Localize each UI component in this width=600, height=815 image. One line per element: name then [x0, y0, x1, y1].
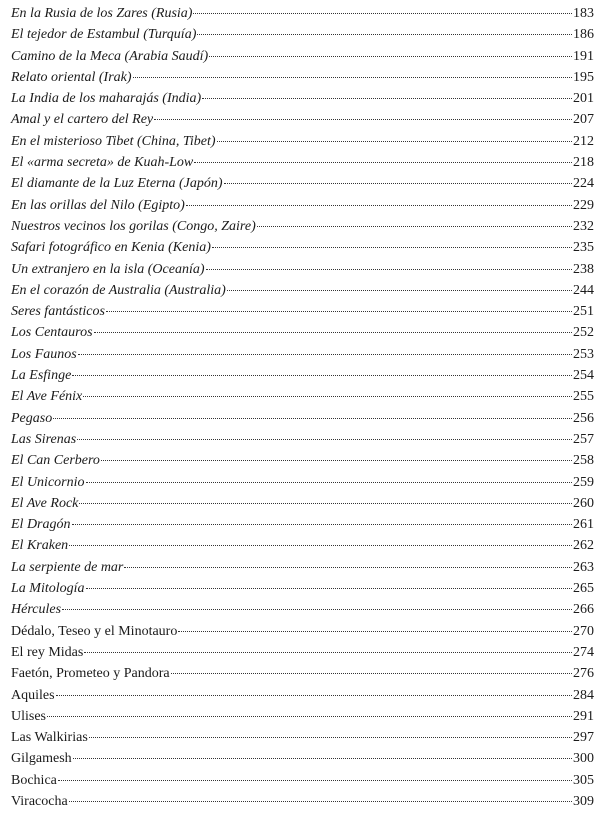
toc-entry-page-number: 309	[573, 793, 594, 809]
toc-entry-title: El «arma secreta» de Kuah-Low	[11, 155, 194, 171]
toc-entry-title: Aquiles	[11, 687, 55, 703]
dot-leader	[73, 758, 572, 759]
dot-leader	[209, 56, 572, 57]
dot-leader	[58, 780, 572, 781]
dot-leader	[193, 13, 572, 14]
toc-entry	[11, 688, 594, 709]
dot-leader	[257, 226, 572, 227]
toc-entry-title: El rey Midas	[11, 644, 84, 660]
toc-entry-title: Viracocha	[11, 793, 68, 809]
dot-leader	[78, 354, 572, 355]
dot-leader	[194, 162, 572, 163]
dot-leader	[69, 801, 572, 802]
dot-leader	[227, 290, 572, 291]
toc-entry-title: Los Centauros	[11, 325, 93, 341]
toc-entry-page-number: 261	[573, 517, 594, 533]
dot-leader	[106, 311, 572, 312]
dot-leader	[62, 609, 572, 610]
toc-entry-title: El Ave Fénix	[11, 389, 83, 405]
toc-entry-title: La Esfinge	[11, 368, 72, 384]
toc-entry-page-number: 207	[573, 112, 594, 128]
toc-entry-page-number: 284	[573, 687, 594, 703]
dot-leader	[124, 567, 572, 568]
toc-entry	[11, 794, 594, 815]
toc-entry	[11, 283, 594, 304]
dot-leader	[212, 247, 572, 248]
toc-entry-page-number: 195	[573, 69, 594, 85]
dot-leader	[197, 34, 572, 35]
toc-entry	[11, 6, 594, 27]
toc-entry	[11, 411, 594, 432]
dot-leader	[94, 332, 572, 333]
toc-entry	[11, 91, 594, 112]
toc-entry-page-number: 266	[573, 602, 594, 618]
dot-leader	[77, 439, 572, 440]
dot-leader	[178, 631, 572, 632]
toc-entry-title: Las Walkirias	[11, 730, 88, 746]
toc-entry	[11, 709, 594, 730]
toc-entry	[11, 304, 594, 325]
toc-entry-title: Las Sirenas	[11, 431, 77, 447]
toc-entry-page-number: 291	[573, 708, 594, 724]
toc-entry-page-number: 262	[573, 538, 594, 554]
toc-entry	[11, 155, 594, 176]
toc-entry-title: La Mitología	[11, 581, 85, 597]
toc-entry-page-number: 254	[573, 368, 594, 384]
toc-entry-page-number: 253	[573, 346, 594, 362]
toc-entry	[11, 538, 594, 559]
toc-entry-page-number: 274	[573, 644, 594, 660]
toc-entry-page-number: 305	[573, 772, 594, 788]
toc-entry-page-number: 235	[573, 240, 594, 256]
toc-entry	[11, 389, 594, 410]
toc-entry-page-number: 255	[573, 389, 594, 405]
toc-entry-title: La serpiente de mar	[11, 559, 124, 575]
toc-entry	[11, 176, 594, 197]
toc-entry-page-number: 276	[573, 666, 594, 682]
toc-entry	[11, 517, 594, 538]
toc-entry-page-number: 244	[573, 282, 594, 298]
toc-entry-title: En las orillas del Nilo (Egipto)	[11, 197, 185, 213]
toc-entry	[11, 240, 594, 261]
dot-leader	[206, 269, 573, 270]
dot-leader	[89, 737, 572, 738]
toc-entry	[11, 347, 594, 368]
dot-leader	[53, 418, 572, 419]
toc-entry-title: En el corazón de Australia (Australia)	[11, 282, 226, 298]
toc-entry	[11, 730, 594, 751]
dot-leader	[154, 119, 572, 120]
toc-entry	[11, 262, 594, 283]
dot-leader	[83, 396, 572, 397]
toc-entry-title: El Unicornio	[11, 474, 85, 490]
toc-entry-title: Safari fotográfico en Kenia (Kenia)	[11, 240, 211, 256]
toc-entry-title: La India de los maharajás (India)	[11, 91, 202, 107]
toc-entry	[11, 773, 594, 794]
dot-leader	[72, 524, 573, 525]
toc-entry	[11, 49, 594, 70]
toc-entry-page-number: 300	[573, 751, 594, 767]
toc-entry-page-number: 256	[573, 410, 594, 426]
toc-entry-page-number: 260	[573, 495, 594, 511]
toc-entry-page-number: 259	[573, 474, 594, 490]
toc-entry-title: Ulises	[11, 708, 46, 724]
toc-entry-title: El diamante de la Luz Eterna (Japón)	[11, 176, 223, 192]
toc-entry	[11, 219, 594, 240]
toc-entry	[11, 112, 594, 133]
toc-entry-page-number: 183	[573, 6, 594, 21]
toc-entry-title: Camino de la Meca (Arabia Saudí)	[11, 48, 209, 64]
toc-entry-title: El Dragón	[11, 517, 71, 533]
toc-entry-title: Faetón, Prometeo y Pandora	[11, 666, 170, 682]
toc-entry	[11, 27, 594, 48]
toc-entry-title: Dédalo, Teseo y el Minotauro	[11, 623, 178, 639]
toc-entry-title: En la Rusia de los Zares (Rusia)	[11, 6, 193, 21]
toc-entry-page-number: 270	[573, 623, 594, 639]
toc-entry	[11, 496, 594, 517]
dot-leader	[69, 545, 572, 546]
dot-leader	[86, 482, 573, 483]
dot-leader	[224, 183, 572, 184]
toc-entry-title: Pegaso	[11, 410, 53, 426]
dot-leader	[47, 716, 572, 717]
toc-entry-page-number: 224	[573, 176, 594, 192]
toc-entry-page-number: 232	[573, 218, 594, 234]
toc-entry-title: El Can Cerbero	[11, 453, 100, 469]
toc-entry-title: Relato oriental (Irak)	[11, 69, 132, 85]
toc-entry	[11, 325, 594, 346]
toc-entry	[11, 666, 594, 687]
toc-entry-page-number: 186	[573, 27, 594, 43]
toc-entry-page-number: 191	[573, 48, 594, 64]
toc-entry	[11, 432, 594, 453]
toc-entry-page-number: 229	[573, 197, 594, 213]
toc-entry	[11, 475, 594, 496]
toc-entry-title: Gilgamesh	[11, 751, 72, 767]
toc-entry-title: Bochica	[11, 772, 57, 788]
toc-entry-page-number: 251	[573, 304, 594, 320]
toc-entry-title: Un extranjero en la isla (Oceanía)	[11, 261, 205, 277]
toc-entry	[11, 70, 594, 91]
toc-entry	[11, 453, 594, 474]
toc-entry-page-number: 258	[573, 453, 594, 469]
dot-leader	[101, 460, 572, 461]
toc-entry-page-number: 257	[573, 431, 594, 447]
toc-entry-title: El Kraken	[11, 538, 69, 554]
toc-entry	[11, 602, 594, 623]
toc-entry	[11, 645, 594, 666]
toc-entry-page-number: 238	[573, 261, 594, 277]
dot-leader	[56, 695, 572, 696]
toc-entry-title: Amal y el cartero del Rey	[11, 112, 154, 128]
toc-entry-title: Hércules	[11, 602, 62, 618]
toc-entry-page-number: 265	[573, 581, 594, 597]
dot-leader	[86, 588, 572, 589]
toc-entry	[11, 751, 594, 772]
toc-entry	[11, 624, 594, 645]
toc-entry-page-number: 252	[573, 325, 594, 341]
toc-entry-page-number: 297	[573, 730, 594, 746]
dot-leader	[79, 503, 572, 504]
dot-leader	[84, 652, 572, 653]
toc-entry-page-number: 263	[573, 559, 594, 575]
dot-leader	[217, 141, 572, 142]
toc-entry-title: El Ave Rock	[11, 495, 79, 511]
toc-entry	[11, 368, 594, 389]
dot-leader	[72, 375, 572, 376]
dot-leader	[202, 98, 572, 99]
toc-entry-title: Nuestros vecinos los gorilas (Congo, Zaire)	[11, 218, 256, 234]
toc-entry-title: Los Faunos	[11, 346, 77, 362]
dot-leader	[186, 205, 572, 206]
toc-entry-title: En el misterioso Tibet (China, Tibet)	[11, 133, 216, 149]
toc-entry-page-number: 212	[573, 133, 594, 149]
table-of-contents	[11, 6, 594, 815]
toc-entry-title: El tejedor de Estambul (Turquía)	[11, 27, 197, 43]
toc-entry	[11, 560, 594, 581]
toc-entry-title: Seres fantásticos	[11, 304, 105, 320]
dot-leader	[133, 77, 572, 78]
toc-entry-page-number: 218	[573, 155, 594, 171]
toc-entry	[11, 581, 594, 602]
toc-entry	[11, 198, 594, 219]
dot-leader	[171, 673, 572, 674]
toc-entry	[11, 134, 594, 155]
toc-entry-page-number: 201	[573, 91, 594, 107]
